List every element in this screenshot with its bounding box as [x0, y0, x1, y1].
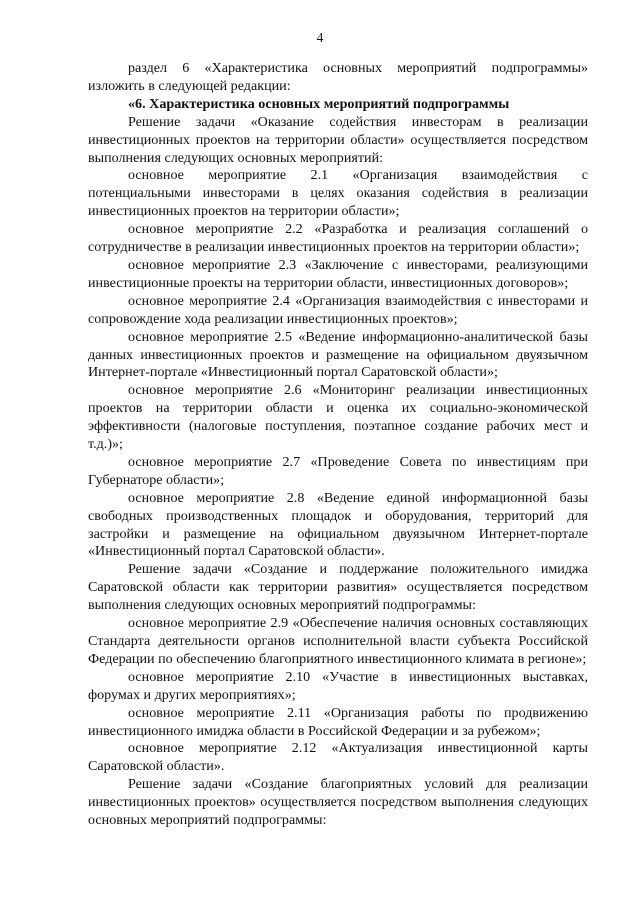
paragraph-amendment-intro: раздел 6 «Характеристика основных мероприятий подпрограммы» изложить в следующей редакции: — [88, 60, 588, 94]
paragraph-measure-2-1: основное мероприятие 2.1 «Организация взаимодействия с потенциальными инвесторами в целях оказания содействия в реализации инвестиционных проектов на территории области»; — [88, 167, 588, 220]
paragraph-measure-2-5: основное мероприятие 2.5 «Ведение информационно-аналитической базы данных инвестиционных проектов и размещение на официальном двуязычном Интернет-портале «Инвестиционный портал Саратовской области»; — [88, 328, 588, 381]
section-heading: «6. Характеристика основных мероприятий подпрограммы — [128, 95, 510, 112]
paragraph-measure-2-10: основное мероприятие 2.10 «Участие в инвестиционных выставках, форумах и других мероприятиях»; — [88, 668, 588, 703]
paragraph-measure-2-4: основное мероприятие 2.4 «Организация взаимодействия с инвесторами и сопровождение хода реализации инвестиционных проектов»; — [88, 292, 588, 327]
paragraph-measure-2-8: основное мероприятие 2.8 «Ведение единой информационной базы свободных производственных площадок и оборудования, территорий для застройки и размещение на официальном двуязычном Интернет-портале «Инвестиционный портал Саратовской области». — [88, 489, 588, 560]
page-number: 4 — [316, 30, 324, 45]
paragraph-measure-2-11: основное мероприятие 2.11 «Организация работы по продвижению инвестиционного имиджа области в Российской Федерации и за рубежом»; — [88, 704, 588, 739]
paragraph-measure-2-6: основное мероприятие 2.6 «Мониторинг реализации инвестиционных проектов на территории области и оценка их социально-экономической эффективности (налоговые поступления, поэтапное создание рабочих мест и т.д.)»; — [88, 382, 588, 453]
paragraph-measure-2-2: основное мероприятие 2.2 «Разработка и реализация соглашений о сотрудничестве в реализации инвестиционных проектов на территории области»; — [88, 221, 588, 256]
paragraph-measure-2-3: основное мероприятие 2.3 «Заключение с инвесторами, реализующими инвестиционные проекты на территории области, инвестиционных договоров»; — [88, 256, 588, 291]
paragraph-task-positive-image: Решение задачи «Создание и поддержание положительного имиджа Саратовской области как территории развития» осуществляется посредством выполнения следующих основных мероприятий подпрограммы: — [88, 561, 588, 614]
paragraph-measure-2-12: основное мероприятие 2.12 «Актуализация инвестиционной карты Саратовской области». — [88, 740, 588, 775]
paragraph-measure-2-7: основное мероприятие 2.7 «Проведение Совета по инвестициям при Губернаторе области»; — [88, 453, 588, 488]
paragraph-task-favorable-conditions: Решение задачи «Создание благоприятных условий для реализации инвестиционных проектов» осуществляется посредством выполнения следующих основных мероприятий подпрограммы: — [88, 776, 588, 829]
paragraph-measure-2-9: основное мероприятие 2.9 «Обеспечение наличия основных составляющих Стандарта деятельности органов исполнительной власти субъекта Российской Федерации по обеспечению благоприятного инвестиционного климата в регионе»; — [88, 615, 588, 667]
document-body — [88, 60, 588, 830]
paragraph-task-investor-support: Решение задачи «Оказание содействия инвесторам в реализации инвестиционных проектов на территории области» осуществляется посредством выполнения следующих основных мероприятий: — [88, 113, 588, 166]
